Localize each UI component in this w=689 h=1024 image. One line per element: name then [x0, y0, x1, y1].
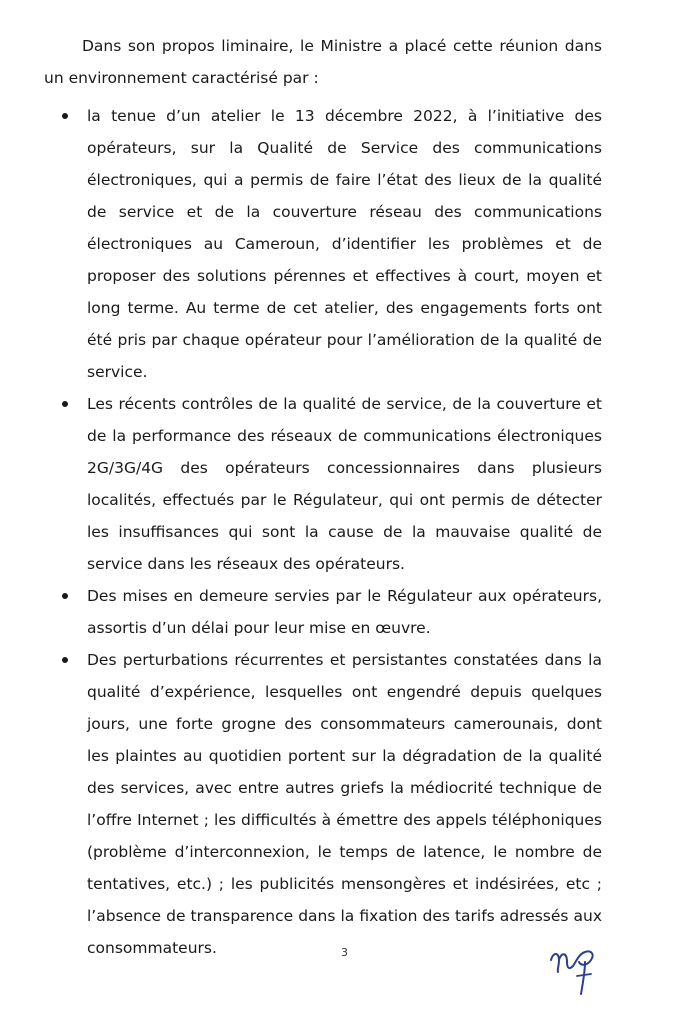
list-item-text: Des perturbations récurrentes et persistantes constatées dans la qualité d’expérience, lesquelles ont engendré depuis quelques jours, une forte grogne des consommateurs camerounais, dont les plaintes au quotidien portent sur la dégradation de la qualité des services, avec entre autres griefs la médiocrité technique de l’offre Internet ; les difficultés à émettre des appels téléphoniques (problème d’interconnexion, le temps de latence, le nombre de tentatives, etc.) ; les publicités mensongères et indésirées, etc ; l’absence de transparence dans la fixation des tarifs adressés aux consommateurs.	[87, 651, 602, 957]
bullet-icon	[62, 657, 68, 663]
handwritten-initials-icon	[545, 938, 605, 998]
list-item	[44, 644, 602, 964]
bullet-icon	[62, 113, 68, 119]
list-item-text: la tenue d’un atelier le 13 décembre 2022, à l’initiative des opérateurs, sur la Qualité de Service des communications électroniques, qui a permis de faire l’état des lieux de la qualité de service et de la couverture réseau des communications électroniques au Cameroun, d’identifier les problèmes et de proposer des solutions pérennes et effectives à court, moyen et long terme. Au terme de cet atelier, des engagements forts ont été pris par chaque opérateur pour l’amélioration de la qualité de service.	[87, 107, 602, 381]
list-item	[44, 580, 602, 644]
list-item-text: Des mises en demeure servies par le Régulateur aux opérateurs, assortis d’un délai pour leur mise en œuvre.	[87, 587, 602, 637]
list-item-text: Les récents contrôles de la qualité de service, de la couverture et de la performance des réseaux de communications électroniques 2G/3G/4G des opérateurs concessionnaires dans plusieurs localités, effectués par le Régulateur, qui ont permis de détecter les insuffisances qui sont la cause de la mauvaise qualité de service dans les réseaux des opérateurs.	[87, 395, 602, 573]
bullet-icon	[62, 593, 68, 599]
bullet-list	[44, 100, 602, 964]
list-item	[44, 100, 602, 388]
list-item	[44, 388, 602, 580]
bullet-icon	[62, 401, 68, 407]
page-number: 3	[341, 946, 348, 959]
intro-paragraph: Dans son propos liminaire, le Ministre a placé cette réunion dans un environnement caractérisé par :	[44, 37, 602, 87]
